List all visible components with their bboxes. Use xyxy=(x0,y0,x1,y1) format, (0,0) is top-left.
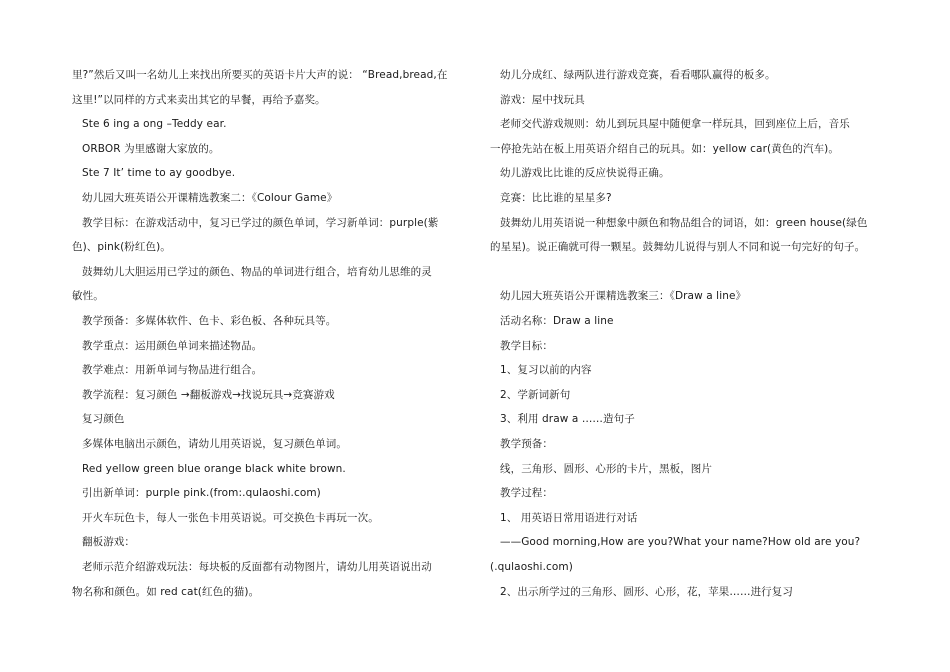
left-text-line: 里?”然后又叫一名幼儿上来找出所要买的英语卡片大声的说： “Bread,bread,在 xyxy=(72,69,448,81)
right-text-line: 的星星)。说正确就可得一颗星。鼓舞幼儿说得与别人不同和说一句完好的句子。 xyxy=(490,241,866,254)
right-text-line: 鼓舞幼儿用英语说一种想象中颜色和物品组合的词语，如：green house(绿色 xyxy=(500,216,868,229)
right-text-line: 教学目标： xyxy=(500,339,553,352)
right-text-line: 竞赛：比比谁的星星多? xyxy=(500,192,612,204)
right-text-line: ——Good morning,How are you?What your name?How old are you? xyxy=(500,536,861,549)
right-text-line: 教学预备： xyxy=(500,438,553,450)
left-text-line: 开火车玩色卡，每人一张色卡用英语说。可交换色卡再玩一次。 xyxy=(82,511,379,524)
right-text-line: 2、出示所学过的三角形、圆形、心形，花，苹果……进行复习 xyxy=(500,585,793,598)
left-text-line: 教学重点：运用颜色单词来描述物品。 xyxy=(82,339,263,352)
left-text-line: ORBOR 为里感谢大家放的。 xyxy=(82,142,220,155)
left-text-line: 引出新单词：purple pink.(from:.qulaoshi.com) xyxy=(82,487,321,500)
left-text-line: 这里!”以同样的方式来卖出其它的早餐，再给予嘉奖。 xyxy=(72,93,326,106)
left-text-line: 翻板游戏： xyxy=(82,536,135,549)
right-text-line: 幼儿园大班英语公开课精选教案三：《Draw a line》 xyxy=(500,290,747,303)
left-text-line: 色)、pink(粉红色)。 xyxy=(72,241,171,254)
left-text-line: 复习颜色 xyxy=(82,413,125,426)
left-text-line: Red yellow green blue orange black white brown. xyxy=(82,462,346,475)
left-text-line: 教学流程：复习颜色 →翻板游戏→找说玩具→竞赛游戏 xyxy=(82,388,335,401)
right-text-line: 1、复习以前的内容 xyxy=(500,364,592,377)
right-text-line: (.qulaoshi.com) xyxy=(490,561,573,573)
left-text-line: 教学难点：用新单词与物品进行组合。 xyxy=(82,364,263,377)
left-text-line: 教学预备：多媒体软件、色卡、彩色板、各种玩具等。 xyxy=(82,315,337,327)
left-text-line: Ste 6 ing a ong –Teddy ear. xyxy=(82,118,227,131)
right-text-line: 游戏：屋中找玩具 xyxy=(500,93,585,106)
right-text-line: 线，三角形、圆形、心形的卡片，黑板，图片 xyxy=(500,462,712,475)
right-text-line: 2、学新词新句 xyxy=(500,388,571,401)
right-text-line: 老师交代游戏规则：幼儿到玩具屋中随便拿一样玩具，回到座位上后，音乐 xyxy=(500,118,850,131)
right-text-line: 教学过程： xyxy=(500,487,553,500)
left-text-line: 敏性。 xyxy=(72,290,104,303)
right-text-line: 幼儿分成红、绿两队进行游戏竞赛，看看哪队赢得的板多。 xyxy=(500,69,776,81)
right-text-line: 活动名称：Draw a line xyxy=(500,315,614,327)
left-text-line: 幼儿园大班英语公开课精选教案二：《Colour Game》 xyxy=(82,192,338,204)
left-text-line: 多媒体电脑出示颜色，请幼儿用英语说，复习颜色单词。 xyxy=(82,438,347,450)
left-text-line: 物名称和颜色。如 red cat(红色的猫)。 xyxy=(72,585,260,598)
right-text-line: 幼儿游戏比比谁的反应快说得正确。 xyxy=(500,167,670,180)
left-text-line: Ste 7 It’ time to ay goodbye. xyxy=(82,167,236,180)
right-text-line: 一停抢先站在板上用英语介绍自己的玩具。如：yellow car(黄色的汽车)。 xyxy=(490,142,839,155)
left-text-line: 教学目标：在游戏活动中，复习已学过的颜色单词，学习新单词：purple(紫 xyxy=(82,216,439,229)
right-text-line: 3、利用 draw a ……造句子 xyxy=(500,413,635,426)
right-text-line: 1、 用英语日常用语进行对话 xyxy=(500,511,638,524)
left-text-line: 老师示范介绍游戏玩法：每块板的反面都有动物图片，请幼儿用英语说出动 xyxy=(82,561,432,573)
left-text-line: 鼓舞幼儿大胆运用已学过的颜色、物品的单词进行组合，培育幼儿思维的灵 xyxy=(82,265,432,278)
